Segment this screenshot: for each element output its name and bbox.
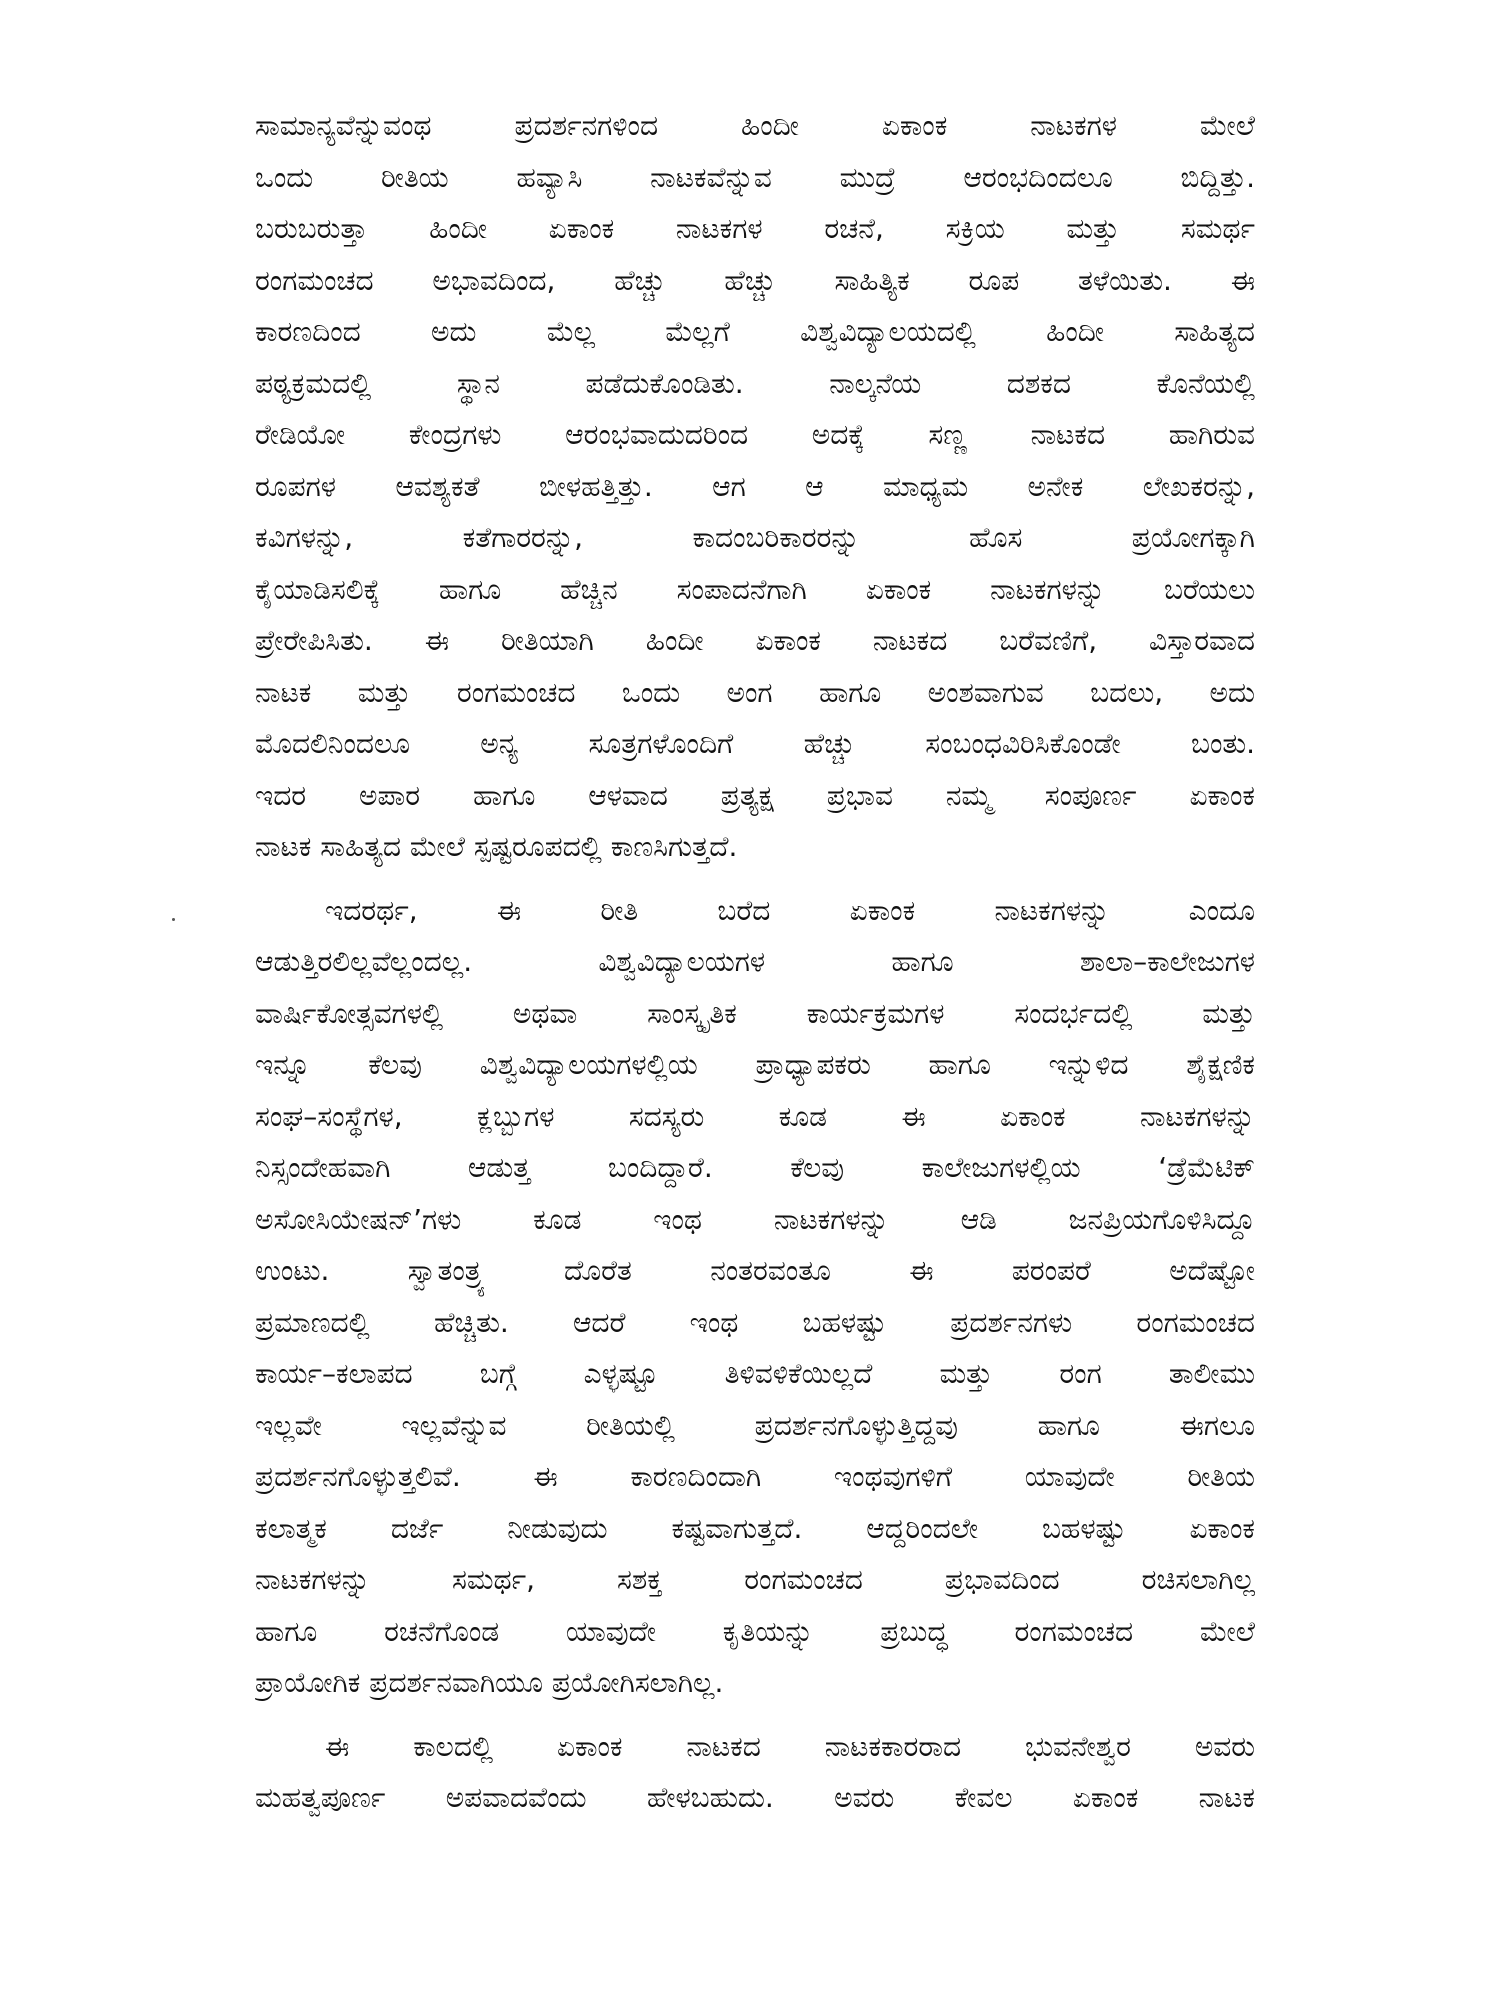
text-line: ಹಾಗೂ ರಚನೆಗೊಂಡ ಯಾವುದೇ ಕೃತಿಯನ್ನು ಪ್ರಬುದ್ಧ ರಂಗಮಂಚದ ಮೇಲೆ	[255, 1614, 1255, 1648]
text-line: ನಾಟಕ ಮತ್ತು ರಂಗಮಂಚದ ಒಂದು ಅಂಗ ಹಾಗೂ ಅಂಶವಾಗುವ ಬದಲು, ಅದು	[255, 675, 1255, 709]
text-line: ಕವಿಗಳನ್ನು, ಕತೆಗಾರರನ್ನು, ಕಾದಂಬರಿಕಾರರನ್ನು ಹೊಸ ಪ್ರಯೋಗಕ್ಕಾಗಿ	[255, 521, 1255, 554]
text-line: ಸಂಘ–ಸಂಸ್ಥೆಗಳ, ಕ್ಲಬ್ಬುಗಳ ಸದಸ್ಯರು ಕೂಡ ಈ ಏಕಾಂಕ ನಾಟಕಗಳನ್ನು	[255, 1099, 1255, 1133]
paragraph	[255, 885, 1255, 1709]
paragraph	[255, 100, 1255, 873]
text-line: ಸಾಮಾನ್ಯವೆನ್ನುವಂಥ ಪ್ರದರ್ಶನಗಳಿಂದ ಹಿಂದೀ ಏಕಾಂಕ ನಾಟಕಗಳ ಮೇಲೆ	[255, 109, 1255, 142]
text-line: ರೂಪಗಳ ಆವಶ್ಯಕತೆ ಬೀಳಹತ್ತಿತ್ತು. ಆಗ ಆ ಮಾಧ್ಯಮ ಅನೇಕ ಲೇಖಕರನ್ನು,	[255, 469, 1255, 503]
text-line: ಮಹತ್ವಪೂರ್ಣ ಅಪವಾದವೆಂದು ಹೇಳಬಹುದು. ಅವರು ಕೇವಲ ಏಕಾಂಕ ನಾಟಕ	[255, 1781, 1255, 1814]
text-line: ರೇಡಿಯೋ ಕೇಂದ್ರಗಳು ಆರಂಭವಾದುದರಿಂದ ಅದಕ್ಕೆ ಸಣ್ಣ ನಾಟಕದ ಹಾಗಿರುವ	[255, 418, 1255, 451]
text-line: ಪ್ರಮಾಣದಲ್ಲಿ ಹೆಚ್ಚಿತು. ಆದರೆ ಇಂಥ ಬಹಳಷ್ಟು ಪ್ರದರ್ಶನಗಳು ರಂಗಮಂಚದ	[255, 1305, 1255, 1339]
text-line: ವಾರ್ಷಿಕೋತ್ಸವಗಳಲ್ಲಿ ಅಥವಾ ಸಾಂಸ್ಕೃತಿಕ ಕಾರ್ಯಕ್ರಮಗಳ ಸಂದರ್ಭದಲ್ಲಿ ಮತ್ತು	[255, 996, 1255, 1030]
text-line: ಪ್ರೇರೇಪಿಸಿತು. ಈ ರೀತಿಯಾಗಿ ಹಿಂದೀ ಏಕಾಂಕ ನಾಟಕದ ಬರೆವಣಿಗೆ, ವಿಸ್ತಾರವಾದ	[255, 624, 1255, 657]
text-line: ಕೈಯಾಡಿಸಲಿಕ್ಕೆ ಹಾಗೂ ಹೆಚ್ಚಿನ ಸಂಪಾದನೆಗಾಗಿ ಏಕಾಂಕ ನಾಟಕಗಳನ್ನು ಬರೆಯಲು	[255, 572, 1255, 606]
text-line: ಅಸೋಸಿಯೇಷನ್’ಗಳು ಕೂಡ ಇಂಥ ನಾಟಕಗಳನ್ನು ಆಡಿ ಜನಪ್ರಿಯಗೊಳಿಸಿದ್ದೂ	[255, 1202, 1255, 1236]
scan-speck	[172, 918, 175, 921]
text-line: ಇದರರ್ಥ, ಈ ರೀತಿ ಬರೆದ ಏಕಾಂಕ ನಾಟಕಗಳನ್ನು ಎಂದೂ	[325, 893, 1255, 927]
text-line: ನಾಟಕಗಳನ್ನು ಸಮರ್ಥ, ಸಶಕ್ತ ರಂಗಮಂಚದ ಪ್ರಭಾವದಿಂದ ರಚಿಸಲಾಗಿಲ್ಲ	[255, 1563, 1255, 1596]
text-line: ಇದರ ಅಪಾರ ಹಾಗೂ ಆಳವಾದ ಪ್ರತ್ಯಕ್ಷ ಪ್ರಭಾವ ನಮ್ಮ ಸಂಪೂರ್ಣ ಏಕಾಂಕ	[255, 778, 1255, 812]
text-line: ಕಲಾತ್ಮಕ ದರ್ಜೆ ನೀಡುವುದು ಕಷ್ಟವಾಗುತ್ತದೆ. ಆದ್ದರಿಂದಲೇ ಬಹಳಷ್ಟು ಏಕಾಂಕ	[255, 1511, 1255, 1545]
text-line: ಮೊದಲಿನಿಂದಲೂ ಅನ್ಯ ಸೂತ್ರಗಳೊಂದಿಗೆ ಹೆಚ್ಚು ಸಂಬಂಧವಿರಿಸಿಕೊಂಡೇ ಬಂತು.	[255, 727, 1255, 760]
text-line: ಈ ಕಾಲದಲ್ಲಿ ಏಕಾಂಕ ನಾಟಕದ ನಾಟಕಕಾರರಾದ ಭುವನೇಶ್ವರ ಅವರು	[325, 1729, 1255, 1763]
text-line: ಕಾರಣದಿಂದ ಅದು ಮೆಲ್ಲ ಮೆಲ್ಲಗೆ ವಿಶ್ವವಿದ್ಯಾಲಯದಲ್ಲಿ ಹಿಂದೀ ಸಾಹಿತ್ಯದ	[255, 315, 1255, 348]
text-line: ಕಾರ್ಯ–ಕಲಾಪದ ಬಗ್ಗೆ ಎಳ್ಳಷ್ಟೂ ತಿಳಿವಳಿಕೆಯಿಲ್ಲದೆ ಮತ್ತು ರಂಗ ತಾಲೀಮು	[255, 1357, 1255, 1390]
text-line: ಉಂಟು. ಸ್ವಾತಂತ್ರ್ಯ ದೊರೆತ ನಂತರವಂತೂ ಈ ಪರಂಪರೆ ಅದೆಷ್ಟೋ	[255, 1254, 1255, 1287]
text-line: ಒಂದು ರೀತಿಯ ಹವ್ಯಾಸಿ ನಾಟಕವೆನ್ನುವ ಮುದ್ರೆ ಆರಂಭದಿಂದಲೂ ಬಿದ್ದಿತ್ತು.	[255, 160, 1255, 194]
text-line: ಬರುಬರುತ್ತಾ ಹಿಂದೀ ಏಕಾಂಕ ನಾಟಕಗಳ ರಚನೆ, ಸಕ್ರಿಯ ಮತ್ತು ಸಮರ್ಥ	[255, 212, 1255, 245]
text-line: ಇನ್ನೂ ಕೆಲವು ವಿಶ್ವವಿದ್ಯಾಲಯಗಳಲ್ಲಿಯ ಪ್ರಾಧ್ಯಾಪಕರು ಹಾಗೂ ಇನ್ನುಳಿದ ಶೈಕ್ಷಣಿಕ	[255, 1048, 1255, 1081]
text-line: ನಾಟಕ ಸಾಹಿತ್ಯದ ಮೇಲೆ ಸ್ಪಷ್ಟರೂಪದಲ್ಲಿ ಕಾಣಸಿಗುತ್ತದೆ.	[255, 830, 738, 863]
paragraph	[255, 1721, 1255, 1824]
text-line: ರಂಗಮಂಚದ ಅಭಾವದಿಂದ, ಹೆಚ್ಚು ಹೆಚ್ಚು ಸಾಹಿತ್ಯಿಕ ರೂಪ ತಳೆಯಿತು. ಈ	[255, 263, 1255, 297]
text-line: ಆಡುತ್ತಿರಲಿಲ್ಲವೆಲ್ಲಂದಲ್ಲ. ವಿಶ್ವವಿದ್ಯಾಲಯಗಳ ಹಾಗೂ ಶಾಲಾ–ಕಾಲೇಜುಗಳ	[255, 945, 1255, 978]
text-line: ಪ್ರದರ್ಶನಗೊಳ್ಳುತ್ತಲಿವೆ. ಈ ಕಾರಣದಿಂದಾಗಿ ಇಂಥವುಗಳಿಗೆ ಯಾವುದೇ ರೀತಿಯ	[255, 1460, 1255, 1493]
text-line: ಪ್ರಾಯೋಗಿಕ ಪ್ರದರ್ಶನವಾಗಿಯೂ ಪ್ರಯೋಗಿಸಲಾಗಿಲ್ಲ.	[255, 1666, 724, 1699]
text-line: ಪಠ್ಯಕ್ರಮದಲ್ಲಿ ಸ್ಥಾನ ಪಡೆದುಕೊಂಡಿತು. ನಾಲ್ಕನೆಯ ದಶಕದ ಕೊನೆಯಲ್ಲಿ	[255, 366, 1255, 400]
body-text	[255, 100, 1255, 1824]
text-line: ಇಲ್ಲವೇ ಇಲ್ಲವೆನ್ನುವ ರೀತಿಯಲ್ಲಿ ಪ್ರದರ್ಶನಗೊಳ್ಳುತ್ತಿದ್ದವು ಹಾಗೂ ಈಗಲೂ	[255, 1408, 1255, 1442]
text-line: ನಿಸ್ಸಂದೇಹವಾಗಿ ಆಡುತ್ತ ಬಂದಿದ್ದಾರೆ. ಕೆಲವು ಕಾಲೇಜುಗಳಲ್ಲಿಯ ‘ಡ್ರೆಮೆಟಿಕ್	[255, 1151, 1255, 1184]
